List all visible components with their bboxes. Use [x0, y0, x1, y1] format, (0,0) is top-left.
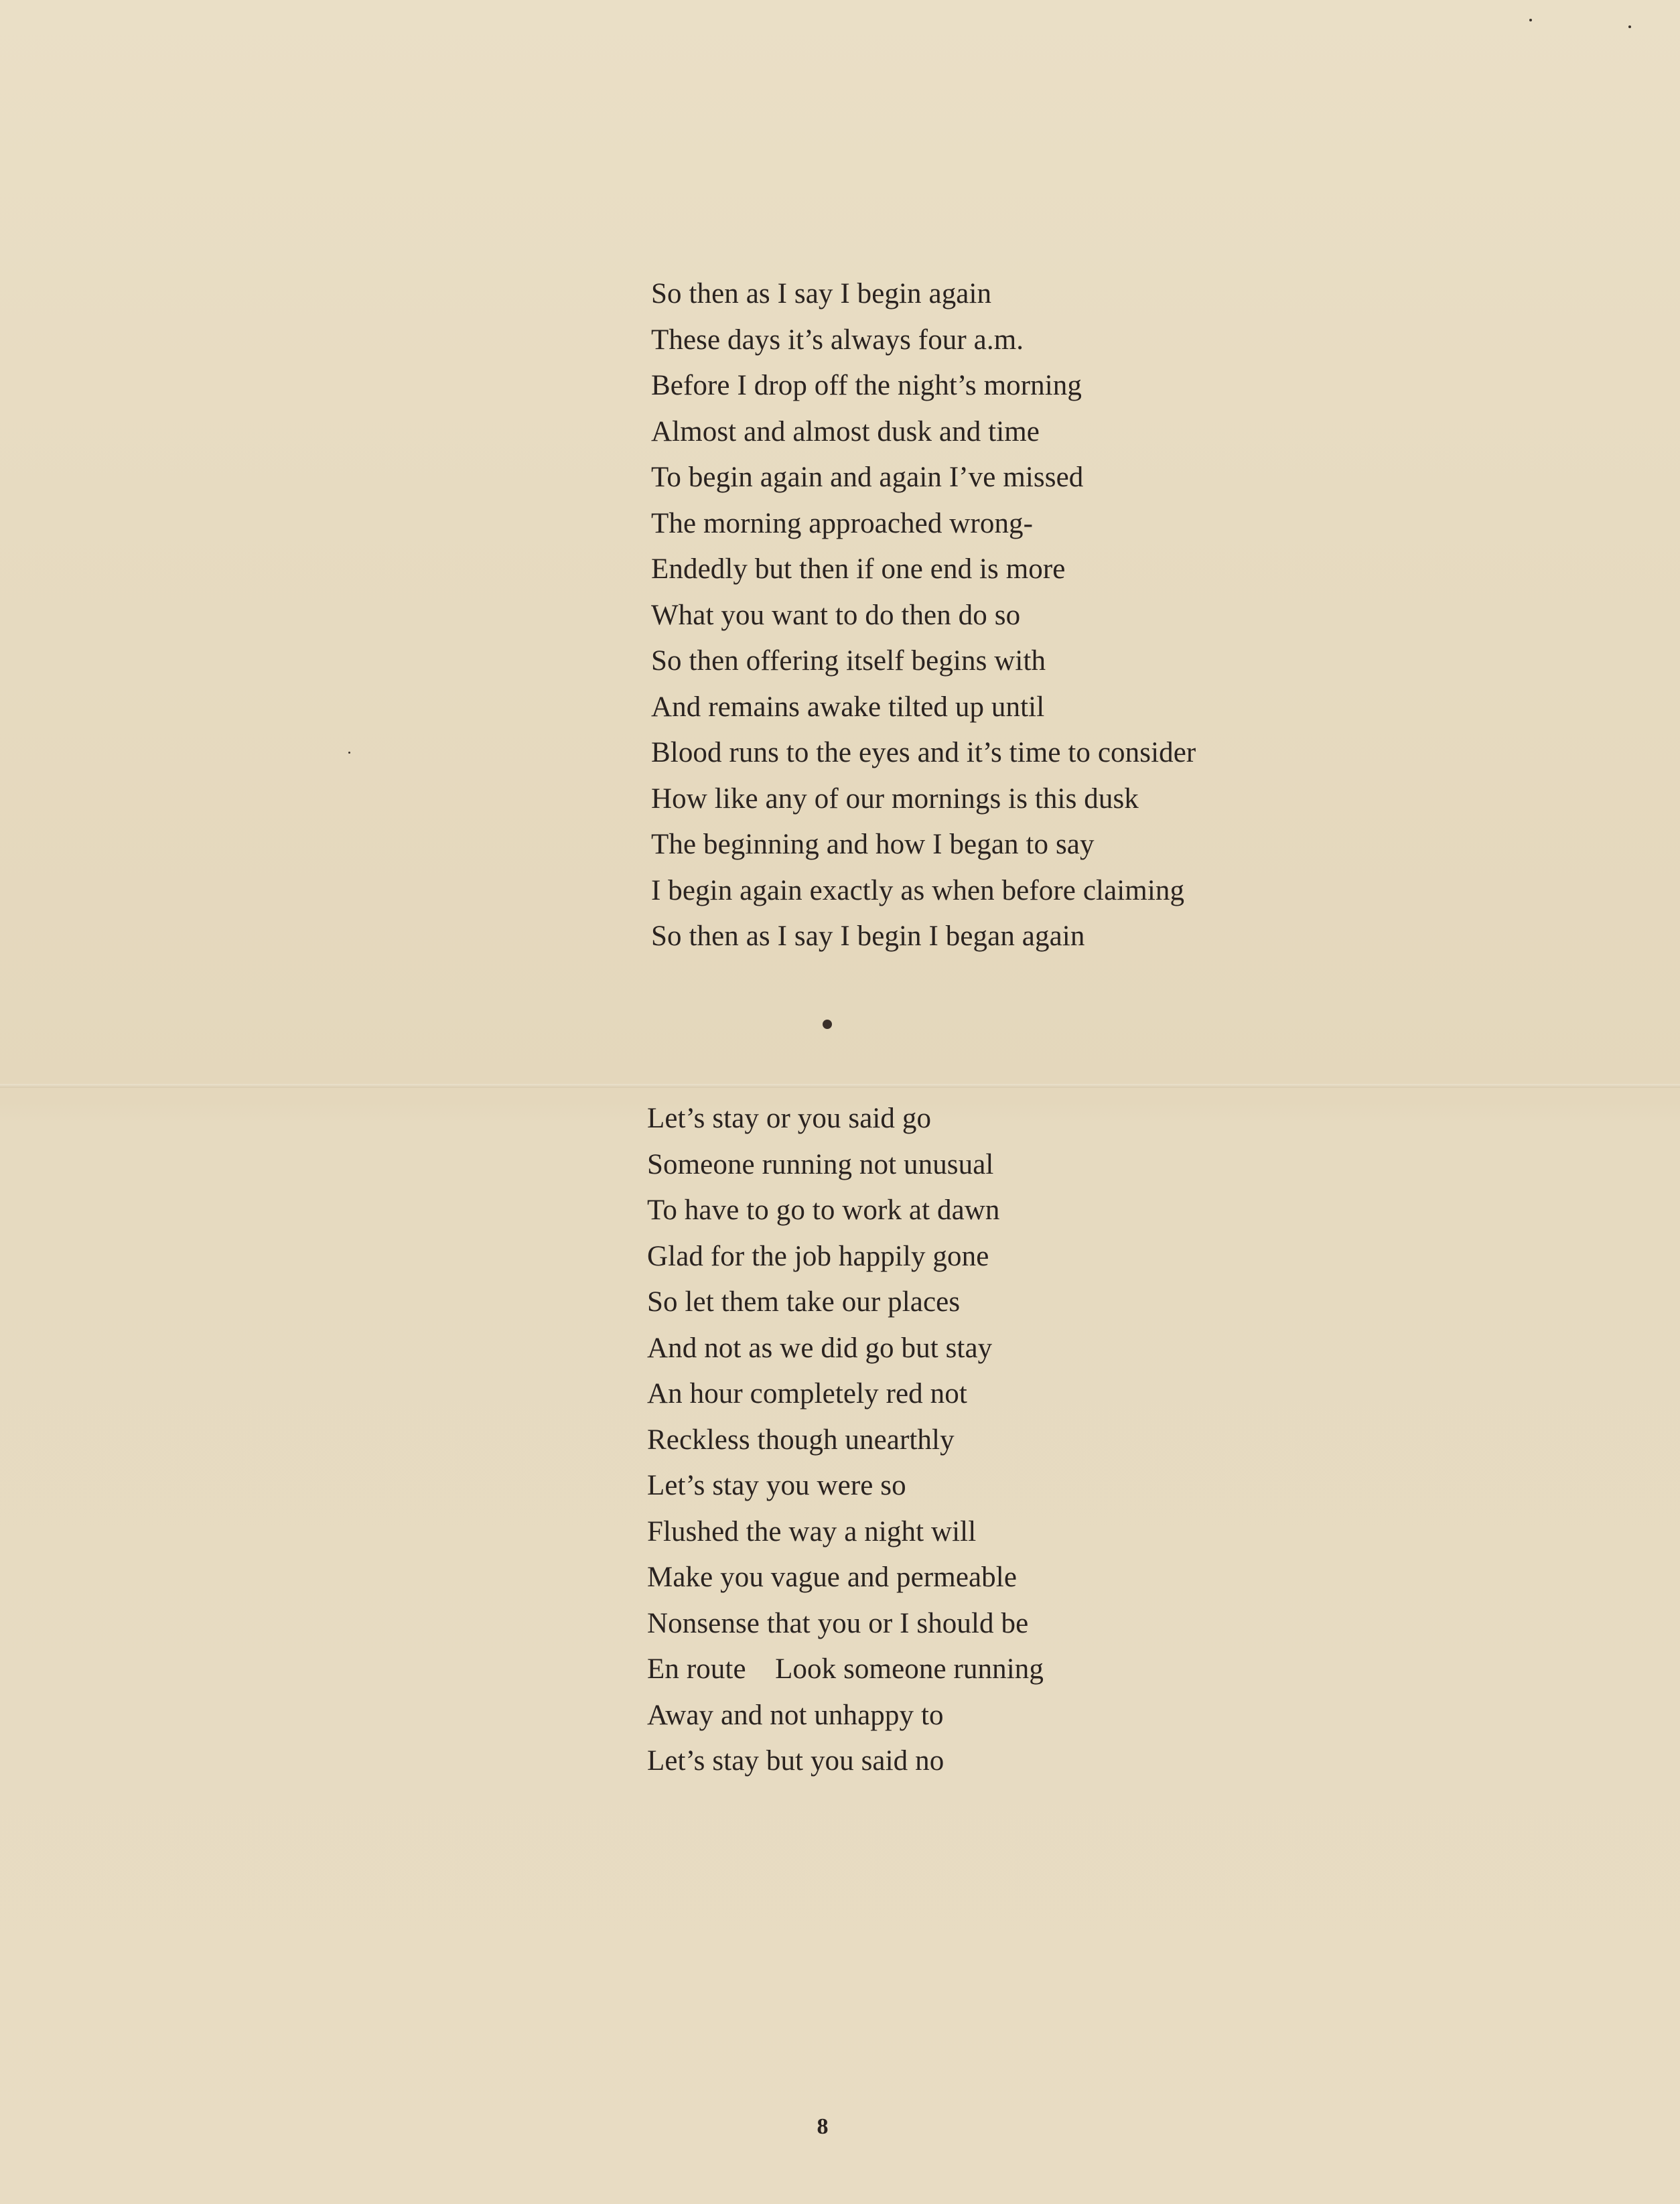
poem-line: And not as we did go but stay [647, 1332, 993, 1364]
poem-line: Let’s stay but you said no [647, 1745, 944, 1777]
poem-line: Flushed the way a night will [647, 1515, 977, 1547]
poem-line: And remains awake tilted up until [651, 691, 1045, 723]
poem-line: What you want to do then do so [651, 599, 1021, 631]
paper-fold-line [0, 1084, 1680, 1088]
bullet-dot-icon [823, 1020, 832, 1029]
poem-line: Let’s stay you were so [647, 1470, 906, 1501]
poem-line: Glad for the job happily gone [647, 1240, 989, 1272]
poem-line: I begin again exactly as when before claiming [651, 874, 1185, 906]
poem-line: To have to go to work at dawn [647, 1194, 1000, 1226]
poem-line: Endedly but then if one end is more [651, 553, 1066, 585]
paper-speck [1628, 25, 1631, 28]
poem-line: Away and not unhappy to [647, 1699, 944, 1731]
poem-1 [651, 271, 1196, 960]
poem-line: So then as I say I begin again [651, 278, 992, 309]
poem-line: So let them take our places [647, 1286, 961, 1318]
paper-speck [348, 752, 350, 754]
poem-line: Someone running not unusual [647, 1148, 994, 1180]
poem-line: So then as I say I begin I began again [651, 920, 1085, 952]
poem-line: These days it’s always four a.m. [651, 324, 1024, 356]
page-number: 8 [817, 2114, 829, 2139]
poem-line: En route Look someone running [647, 1653, 1044, 1685]
poem-line: Let’s stay or you said go [647, 1103, 932, 1134]
poem-line: The beginning and how I began to say [651, 829, 1095, 860]
poem-line: How like any of our mornings is this dusk [651, 782, 1139, 815]
poem-line: Make you vague and permeable [647, 1562, 1018, 1593]
poem-2 [647, 1096, 1044, 1785]
poem-line: Before I drop off the night’s morning [651, 370, 1082, 401]
poem-line: Almost and almost dusk and time [651, 415, 1040, 447]
poem-line: So then offering itself begins with [651, 645, 1046, 677]
poem-line: Blood runs to the eyes and it’s time to consider [651, 737, 1196, 768]
poem-line: An hour completely red not [647, 1378, 967, 1409]
paper-speck [1529, 19, 1532, 21]
poem-line: Reckless though unearthly [647, 1424, 955, 1456]
poem-line: The morning approached wrong- [651, 507, 1034, 539]
poem-line: To begin again and again I’ve missed [651, 462, 1084, 493]
poem-line: Nonsense that you or I should be [647, 1607, 1029, 1639]
